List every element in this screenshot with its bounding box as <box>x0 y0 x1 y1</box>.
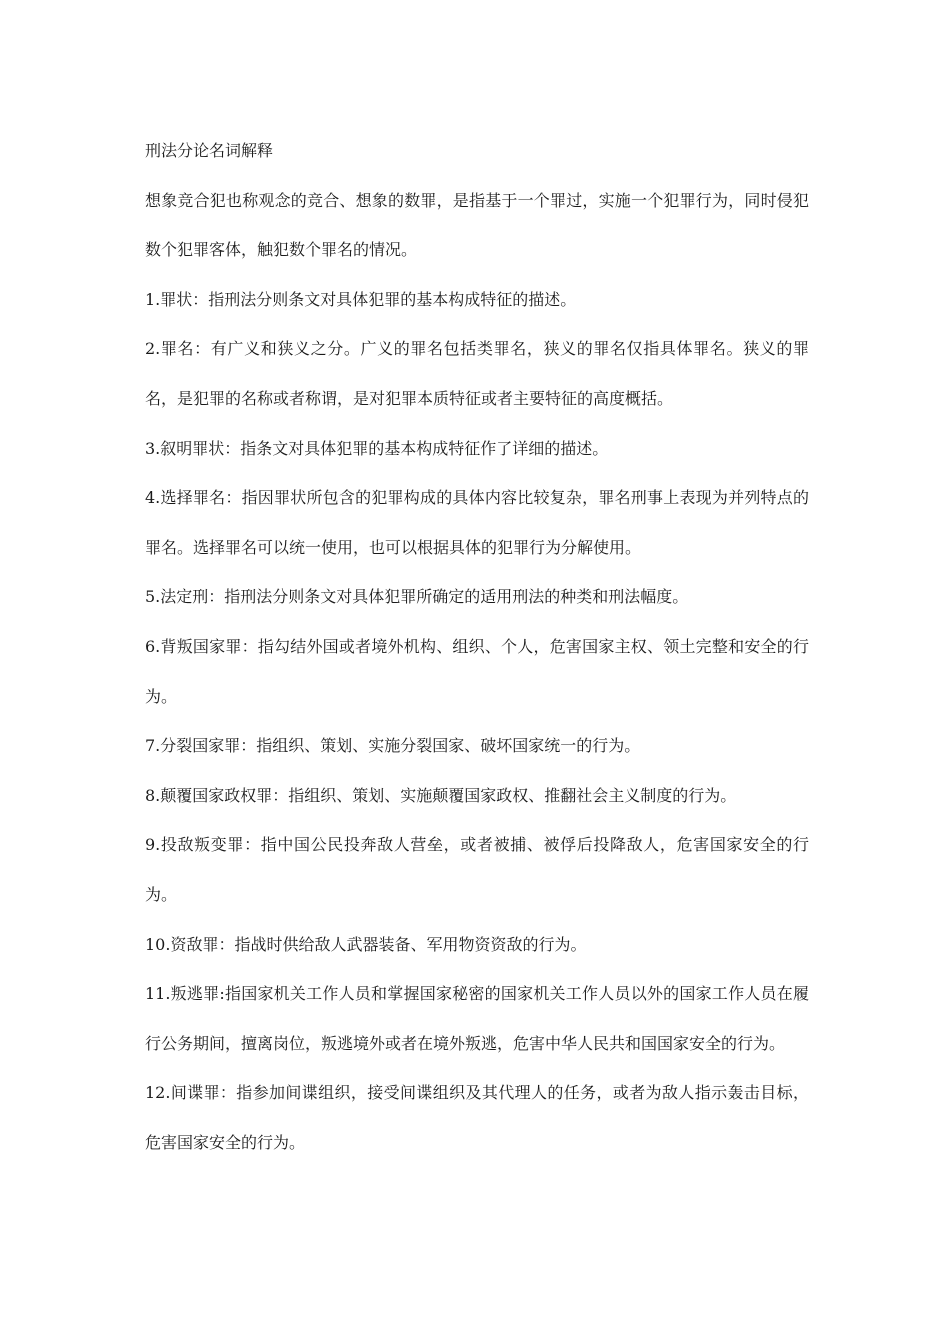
paragraph-10: 10.资敌罪：指战时供给敌人武器装备、军用物资资敌的行为。 <box>145 934 587 954</box>
paragraph-11: 11.叛逃罪:指国家机关工作人员和掌握国家秘密的国家机关工作人员以外的国家工作人员在履行公务期间，擅离岗位，叛逃境外或者在境外叛逃，危害中华人民共和国国家安全的行为。 <box>145 984 809 1053</box>
paragraph-5: 5.法定刑：指刑法分则条文对具体犯罪所确定的适用刑法的种类和刑法幅度。 <box>145 587 689 607</box>
paragraph-6: 6.背叛国家罪：指勾结外国或者境外机构、组织、个人，危害国家主权、领土完整和安全的行为。 <box>145 636 809 706</box>
document-body <box>145 126 809 1167</box>
paragraph-7: 7.分裂国家罪：指组织、策划、实施分裂国家、破坏国家统一的行为。 <box>145 736 641 756</box>
paragraph-8: 8.颠覆国家政权罪：指组织、策划、实施颠覆国家政权、推翻社会主义制度的行为。 <box>145 785 737 805</box>
paragraph-12: 12.间谍罪：指参加间谍组织，接受间谍组织及其代理人的任务，或者为敌人指示轰击目标，危害国家安全的行为。 <box>145 1083 809 1152</box>
paragraph-9: 9.投敌叛变罪：指中国公民投奔敌人营垒，或者被捕、被俘后投降敌人，危害国家安全的行为。 <box>145 835 809 904</box>
paragraph-2: 2.罪名：有广义和狭义之分。广义的罪名包括类罪名，狭义的罪名仅指具体罪名。狭义的罪名，是犯罪的名称或者称谓，是对犯罪本质特征或者主要特征的高度概括。 <box>145 339 809 408</box>
paragraph-3: 3.叙明罪状：指条文对具体犯罪的基本构成特征作了详细的描述。 <box>145 438 609 458</box>
document-title: 刑法分论名词解释 <box>145 141 274 160</box>
paragraph-1: 1.罪状：指刑法分则条文对具体犯罪的基本构成特征的描述。 <box>145 289 577 309</box>
paragraph-4: 4.选择罪名：指因罪状所包含的犯罪构成的具体内容比较复杂，罪名刑事上表现为并列特点的罪名。选择罪名可以统一使用，也可以根据具体的犯罪行为分解使用。 <box>145 488 809 557</box>
paragraph-intro: 想象竞合犯也称观念的竞合、想象的数罪，是指基于一个罪过，实施一个犯罪行为，同时侵犯数个犯罪客体，触犯数个罪名的情况。 <box>145 190 809 260</box>
